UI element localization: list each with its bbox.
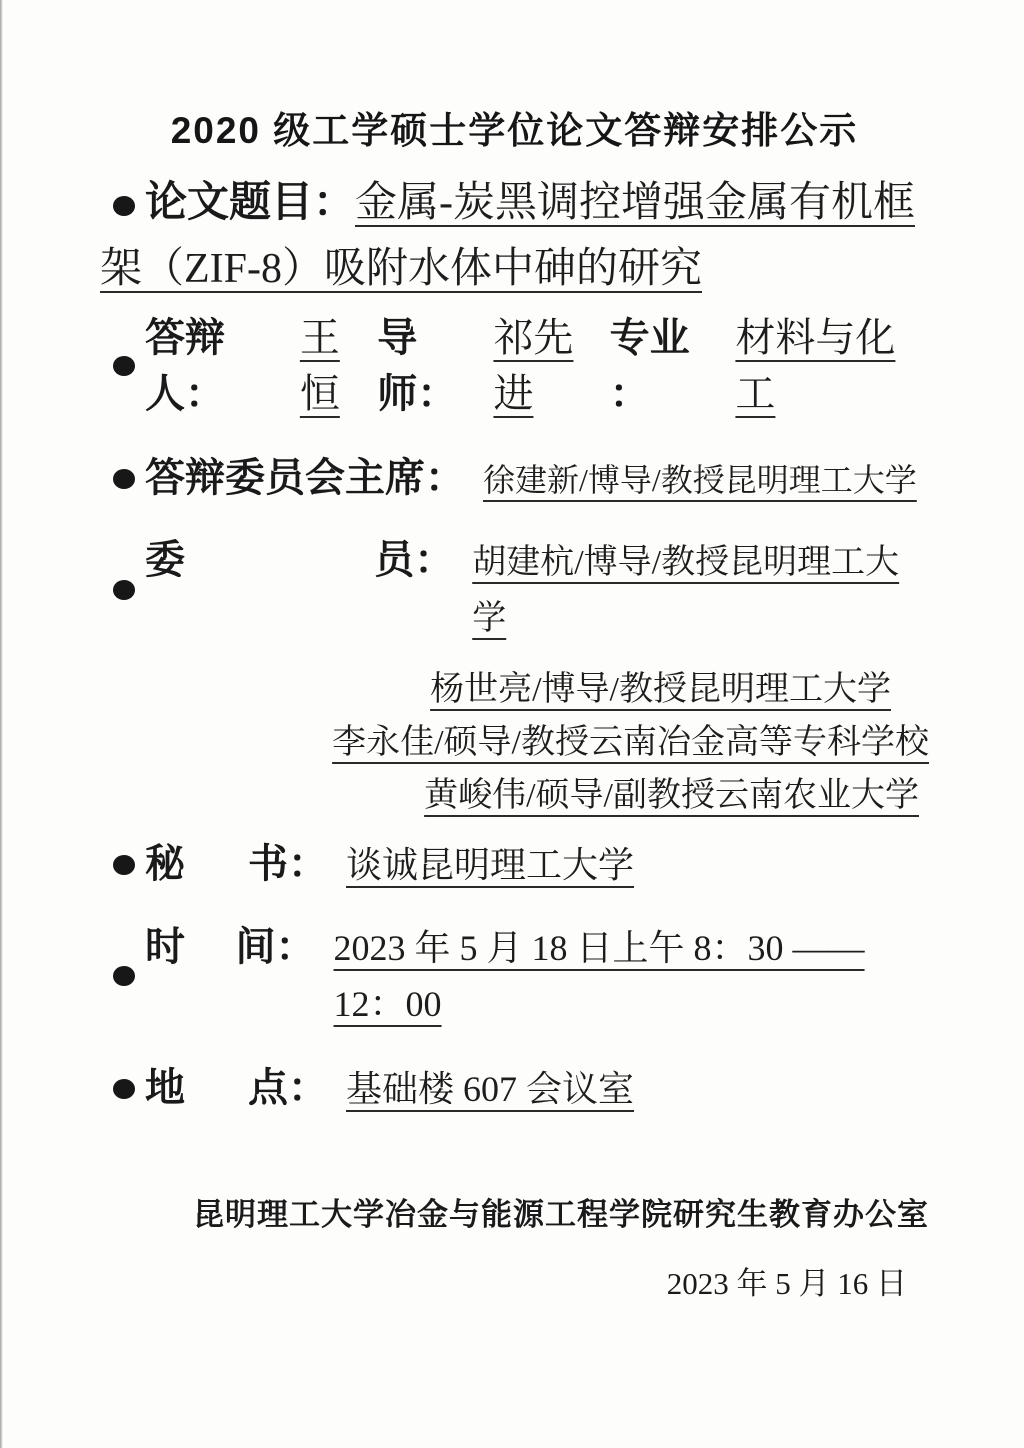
bullet-icon — [113, 580, 135, 600]
committee-label-rest: 员： — [374, 537, 455, 582]
chair-label: 答辩委员会主席： — [145, 455, 465, 500]
place-value: 基础楼 607 会议室 — [346, 1069, 635, 1109]
committee-row — [100, 532, 929, 647]
major-value: 材料与化工 — [735, 315, 896, 416]
thesis-label: 论文题目： — [145, 180, 356, 226]
bullet-icon — [113, 1079, 135, 1099]
time-label-first: 时 — [145, 924, 185, 969]
secretary-value: 谈诚昆明理工大学 — [346, 845, 635, 885]
bullet-icon — [113, 469, 135, 489]
place-row — [100, 1060, 929, 1117]
chair-row — [100, 450, 929, 508]
time-value: 2023 年 5 月 18 日上午 8：30 ——12：00 — [333, 928, 865, 1024]
bullet-icon — [113, 356, 135, 376]
footer-office: 昆明理工大学冶金与能源工程学院研究生教育办公室 — [193, 1197, 929, 1232]
committee-member-value: 胡建杭/博导/教授昆明理工大学 — [472, 544, 900, 637]
bullet-icon — [113, 966, 135, 986]
advisor-name: 祁先进 — [493, 315, 574, 416]
defender-row — [100, 310, 929, 422]
time-label-rest: 间： — [235, 924, 316, 969]
page-title: 2020 级工学硕士学位论文答辩安排公示 — [170, 110, 859, 151]
place-label-rest: 点： — [248, 1065, 328, 1110]
secretary-row — [100, 836, 929, 893]
committee-member-line — [100, 716, 929, 769]
major-label: 专业 ： — [609, 315, 690, 416]
committee-members-block — [100, 663, 929, 822]
committee-member-line — [100, 663, 929, 716]
advisor-label: 导师： — [377, 315, 458, 416]
bullet-icon — [113, 855, 135, 875]
committee-label-first: 委 — [145, 537, 185, 582]
time-row — [100, 919, 929, 1032]
place-label-first: 地 — [145, 1065, 185, 1110]
secretary-label-rest: 书： — [248, 841, 328, 886]
secretary-label-first: 秘 — [145, 841, 185, 886]
committee-member-value: 黄峻伟/硕导/副教授云南农业大学 — [424, 777, 919, 814]
committee-member-value: 李永佳/硕导/教授云南冶金高等专科学校 — [332, 724, 929, 761]
chair-value: 徐建新/博导/教授昆明理工大学 — [483, 462, 917, 498]
defender-name: 王恒 — [299, 315, 340, 416]
thesis-row — [100, 170, 929, 302]
footer-date: 2023 年 5 月 16 日 — [666, 1266, 907, 1301]
thesis-value: 金属-炭黑调控增强金属有机框架（ZIF-8）吸附水体中砷的研究 — [100, 180, 916, 292]
committee-member-line — [100, 769, 929, 822]
committee-member-value: 杨世亮/博导/教授昆明理工大学 — [430, 671, 891, 708]
defender-label: 答辩人： — [145, 315, 225, 416]
bullet-icon — [113, 196, 135, 216]
